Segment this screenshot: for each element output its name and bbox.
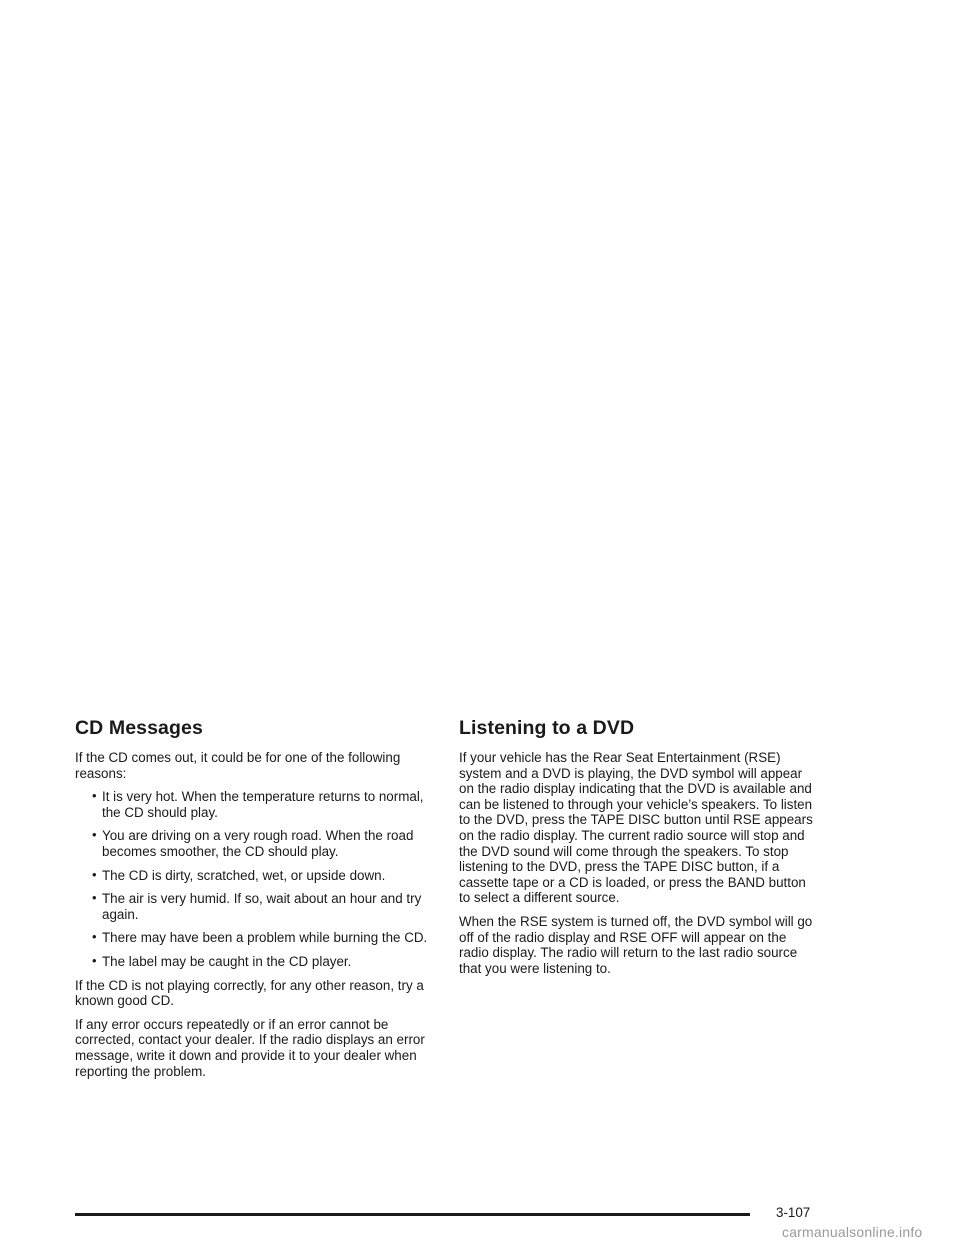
watermark-text: carmanualsonline.info xyxy=(782,1224,923,1240)
cd-messages-intro: If the CD comes out, it could be for one of the following reasons: xyxy=(75,750,401,781)
list-item: • There may have been a problem while burning the CD. xyxy=(92,929,428,946)
list-item: • The CD is dirty, scratched, wet, or upside down. xyxy=(92,866,386,883)
cd-error-paragraph: If any error occurs repeatedly or if an error cannot be corrected, contact your dealer. If the radio displays an error message, write it down and provide it to your dealer when reporting the problem. xyxy=(75,1016,425,1079)
bullet-icon: • xyxy=(92,890,97,906)
dvd-section xyxy=(459,716,819,984)
list-item: • It is very hot. When the temperature returns to normal, the CD should play. xyxy=(92,788,424,820)
list-item: • The air is very humid. If so, wait about an hour and try again. xyxy=(92,890,422,922)
list-item: • You are driving on a very rough road. When the road becomes smoother, the CD should play. xyxy=(92,827,414,859)
bullet-icon: • xyxy=(92,866,97,882)
footer-rule xyxy=(75,1213,750,1216)
bullet-icon: • xyxy=(92,788,97,804)
cd-not-playing-paragraph: If the CD is not playing correctly, for any other reason, try a known good CD. xyxy=(75,977,424,1009)
dvd-listening-paragraph: If your vehicle has the Rear Seat Entertainment (RSE) system and a DVD is playing, the DVD symbol will appear on the radio display indicating that the DVD is available and can be listened to through your vehicle’s speakers. To listen to the DVD, press the TAPE DISC button until RSE appears on the radio display. The current radio source will stop and the DVD sound will come through the speakers. To stop listening to the DVD, press the TAPE DISC button, if a cassette tape or a CD is loaded, or press the BAND button to select a different source. xyxy=(459,750,813,906)
bullet-icon: • xyxy=(92,952,97,968)
cd-messages-heading: CD Messages xyxy=(75,717,203,739)
bullet-icon: • xyxy=(92,827,97,843)
cd-reasons-list xyxy=(75,789,437,969)
list-item: • The label may be caught in the CD player. xyxy=(92,952,352,969)
bullet-icon: • xyxy=(92,929,97,945)
dvd-heading: Listening to a DVD xyxy=(459,717,635,739)
cd-messages-section xyxy=(75,716,437,1087)
dvd-rse-off-paragraph: When the RSE system is turned off, the DVD symbol will go off of the radio display and RSE OFF will appear on the radio display. The radio will return to the last radio source that you were listening to. xyxy=(459,913,813,976)
page-number: 3-107 xyxy=(776,1205,811,1220)
